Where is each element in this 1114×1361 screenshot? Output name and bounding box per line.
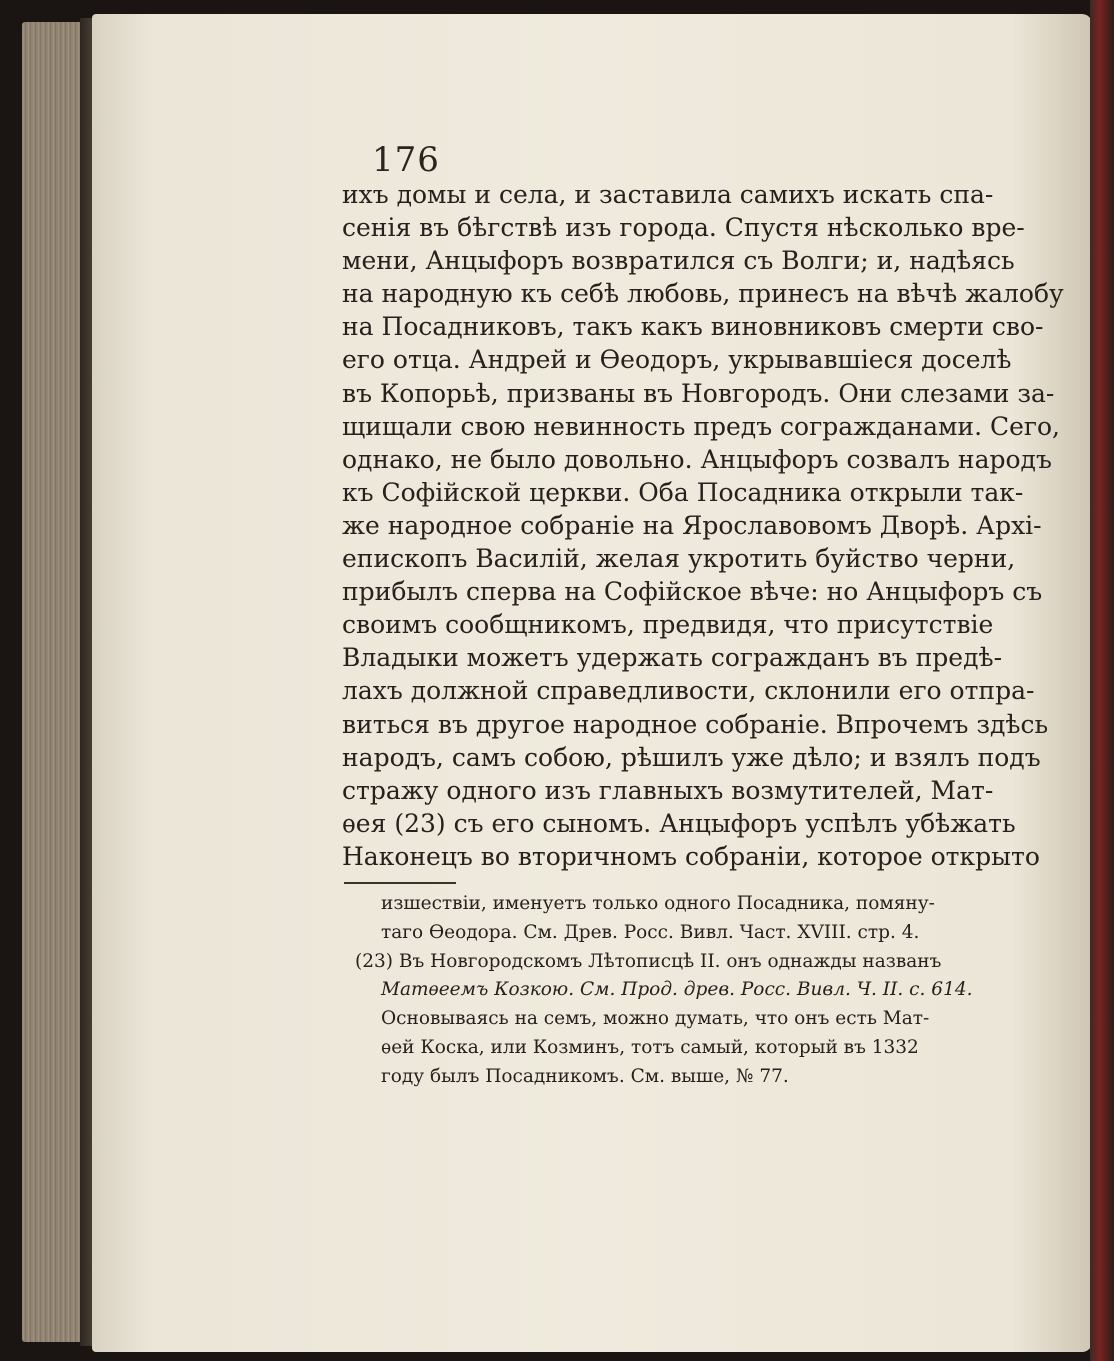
- body-line: лахъ должной справедливости, склонили его отпра-: [342, 676, 1035, 706]
- body-line: ѳея (23) съ его сыномъ. Анцыфоръ успѣлъ убѣжать: [342, 808, 1016, 838]
- body-line: своимъ сообщникомъ, предвидя, что присутствіе: [342, 610, 994, 640]
- body-line: стражу одного изъ главныхъ возмутителей, Мат-: [342, 775, 994, 805]
- body-line: Владыки можетъ удержать согражданъ въ предѣ-: [342, 643, 1003, 673]
- body-line: ихъ домы и села, и заставила самихъ искать спа-: [342, 180, 994, 209]
- body-line: мени, Анцыфоръ возвратился съ Волги; и, надѣясь: [342, 246, 1015, 276]
- body-line: на народную къ себѣ любовь, принесъ на вѣчѣ жалобу: [342, 279, 1064, 309]
- body-line: прибылъ сперва на Софійское вѣче: но Анцыфоръ съ: [342, 577, 1043, 607]
- right-page-binding: [1090, 0, 1114, 1361]
- body-line: на Посадниковъ, такъ какъ виновниковъ смерти сво-: [342, 312, 1044, 342]
- footnote-line: году былъ Посадникомъ. См. выше, № 77.: [381, 1065, 789, 1087]
- page-number: 176: [372, 140, 440, 180]
- footnote-rule: [344, 882, 456, 884]
- footnote-line: Основываясь на семъ, можно думать, что онъ есть Мат-: [381, 1008, 930, 1030]
- body-line: сенія въ бѣгствѣ изъ города. Спустя нѣсколько вре-: [342, 213, 1025, 243]
- footnote-line: таго Ѳеодора. См. Древ. Росс. Вивл. Част. XVIII. стр. 4.: [381, 921, 920, 943]
- body-line: однако, не было довольно. Анцыфоръ созвалъ народъ: [342, 444, 1052, 474]
- body-line: его отца. Андрей и Ѳеодоръ, укрывавшіеся доселѣ: [342, 345, 1012, 375]
- body-line: виться въ другое народное собраніе. Впрочемъ здѣсь: [342, 709, 1049, 739]
- footnotes: [355, 890, 985, 1092]
- body-line: щищали свою невинность предъ согражданами. Сего,: [342, 411, 1060, 441]
- body-line: къ Софійской церкви. Оба Посадника открыли так-: [342, 477, 1024, 507]
- footnote-line: изшествіи, именуетъ только одного Посадника, помяну-: [381, 893, 935, 914]
- body-line: народъ, самъ собою, рѣшилъ уже дѣло; и взялъ подъ: [342, 742, 1041, 772]
- body-line: въ Копорьѣ, призваны въ Новгородъ. Они слезами за-: [342, 378, 1055, 408]
- body-text: [342, 178, 1064, 873]
- footnote-line: ѳей Коска, или Козминъ, тотъ самый, который въ 1332: [381, 1036, 919, 1058]
- body-line: же народное собраніе на Ярославовомъ Дворѣ. Архі-: [342, 510, 1042, 540]
- footnote-line: Матѳеемъ Козкою. См. Прод. древ. Росс. Вивл. Ч. II. с. 614.: [381, 979, 973, 1001]
- body-line: епископъ Василій, желая укротить буйство черни,: [342, 544, 1016, 574]
- body-line: Наконецъ во вторичномъ собраніи, которое открыто: [342, 841, 1040, 871]
- footnote-line: (23) Въ Новгородскомъ Лѣтописцѣ II. онъ однажды названъ: [355, 950, 942, 972]
